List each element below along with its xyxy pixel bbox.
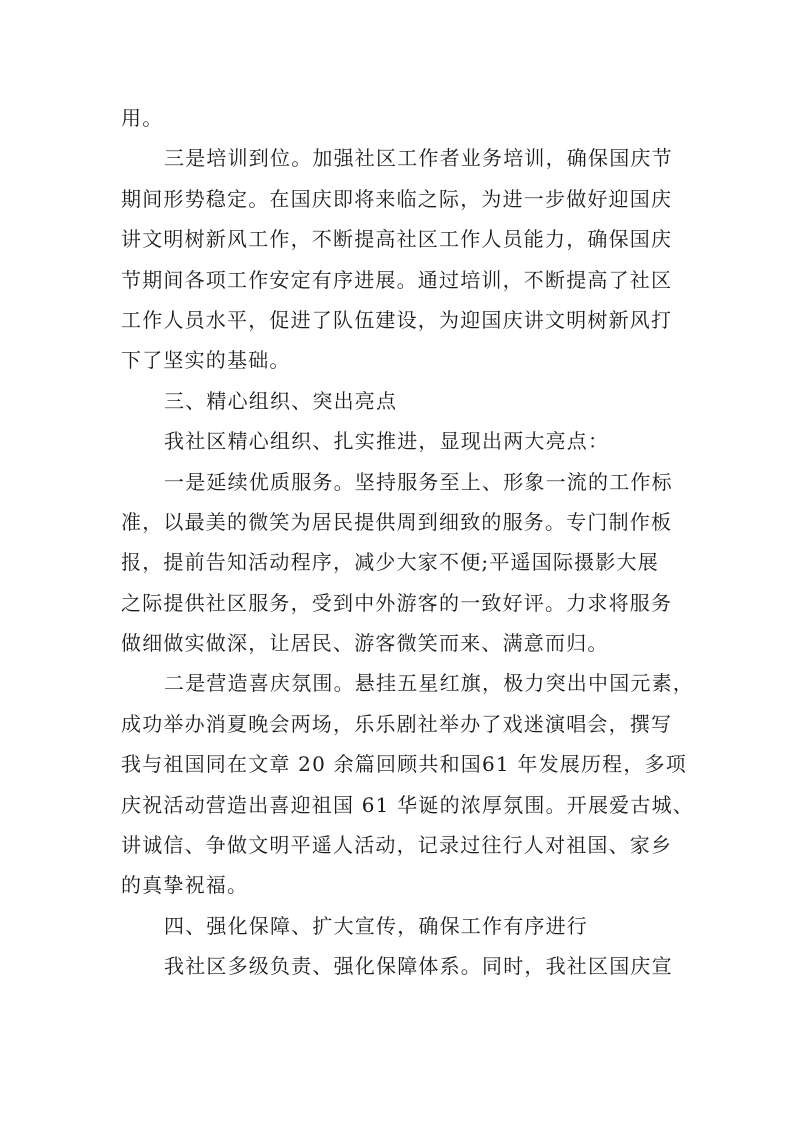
- text-line: 准，以最美的微笑为居民提供周到细致的服务。专门制作板: [121, 509, 673, 534]
- text-line: 工作人员水平，促进了队伍建设，为迎国庆讲文明树新风打: [121, 307, 673, 332]
- text-line: 讲文明树新风工作，不断提高社区工作人员能力，确保国庆: [121, 227, 673, 252]
- text-line: 做细做实做深，让居民、游客微笑而来、满意而归。: [121, 631, 609, 656]
- text-line: 期间形势稳定。在国庆即将来临之际，为进一步做好迎国庆: [121, 186, 673, 211]
- text-line: 一是延续优质服务。坚持服务至上、形象一流的工作标: [164, 469, 673, 494]
- text-line: 用。: [121, 106, 164, 130]
- text-line: 下了坚实的基础。: [121, 348, 291, 373]
- body-text: [121, 98, 694, 987]
- text-line: 我社区多级负责、强化保障体系。同时，我社区国庆宣: [164, 954, 673, 979]
- text-line: 报，提前告知活动程序，减少大家不便;平遥国际摄影大展: [121, 550, 659, 575]
- text-line: 讲诚信、争做文明平遥人活动，记录过往行人对祖国、家乡: [121, 833, 673, 858]
- text-line: 我与祖国同在文章 20 余篇回顾共和国61 年发展历程，多项: [121, 752, 687, 777]
- text-line: 的真挚祝福。: [121, 873, 249, 898]
- text-line: 庆祝活动营造出喜迎祖国 61 华诞的浓厚氛围。开展爱古城、: [121, 792, 694, 817]
- text-line: 节期间各项工作安定有序进展。通过培训，不断提高了社区: [121, 267, 673, 292]
- text-line: 成功举办消夏晚会两场，乐乐剧社举办了戏迷演唱会，撰写: [121, 711, 673, 736]
- section-heading: 三、精心组织、突出亮点: [164, 388, 398, 413]
- text-line: 三是培训到位。加强社区工作者业务培训，确保国庆节: [164, 146, 673, 171]
- text-line: 我社区精心组织、扎实推进，显现出两大亮点：: [164, 429, 610, 454]
- section-heading: 四、强化保障、扩大宣传，确保工作有序进行: [164, 913, 588, 938]
- text-line: 二是营造喜庆氛围。悬挂五星红旗，极力突出中国元素，: [164, 671, 694, 696]
- text-line: 之际提供社区服务，受到中外游客的一致好评。力求将服务: [121, 590, 673, 615]
